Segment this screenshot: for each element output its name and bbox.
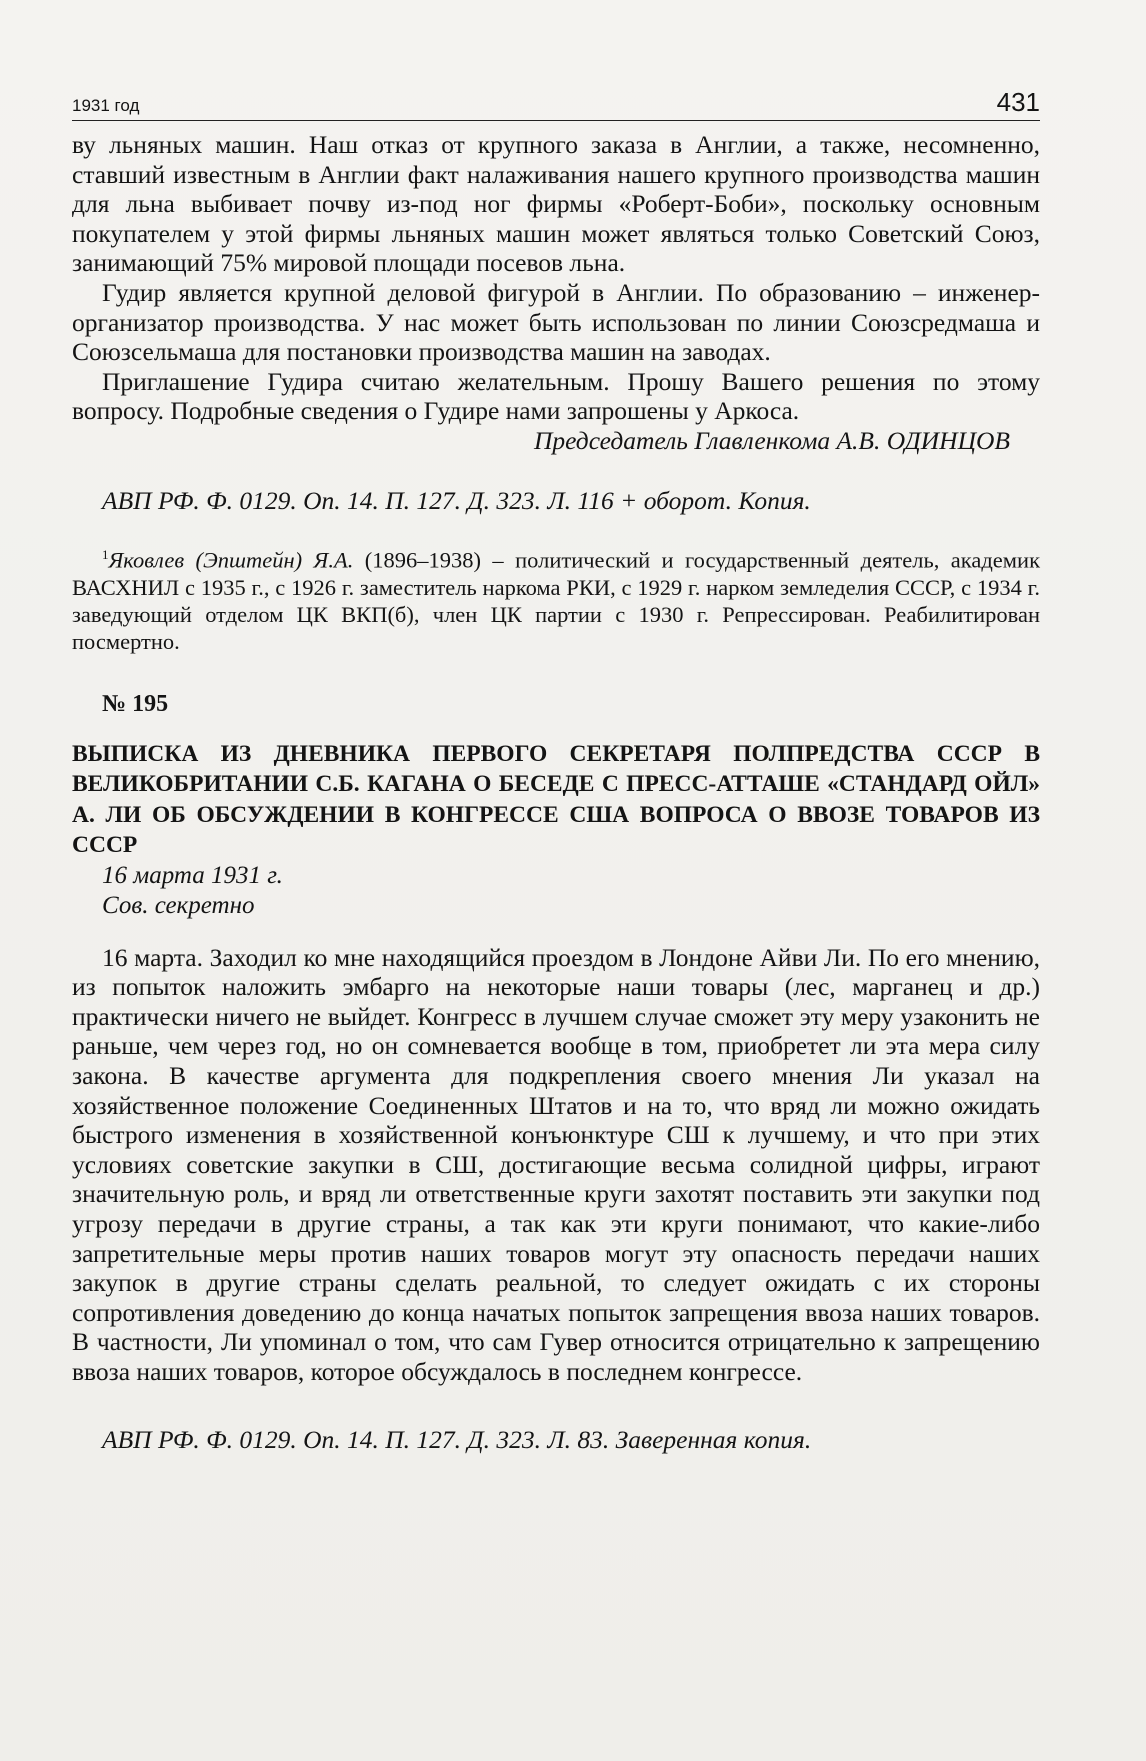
page-content — [72, 130, 1040, 1454]
document-title: ВЫПИСКА ИЗ ДНЕВНИКА ПЕРВОГО СЕКРЕТАРЯ ПОЛПРЕДСТВА СССР В ВЕЛИКОБРИТАНИИ С.Б. КАГАНА О БЕСЕДЕ С ПРЕСС-АТТАШЕ «СТАНДАРД ОЙЛ» А. ЛИ ОБ ОБСУЖДЕНИИ В КОНГРЕССЕ США ВОПРОСА О ВВОЗЕ ТОВАРОВ ИЗ СССР — [72, 740, 1040, 859]
running-head-year: 1931 год — [72, 96, 140, 115]
footnote — [72, 541, 1040, 655]
archive-reference-1: АВП РФ. Ф. 0129. Оп. 14. П. 127. Д. 323. Л. 116 + оборот. Копия. — [102, 485, 811, 515]
document-date: 16 марта 1931 г. — [102, 861, 283, 889]
footnote-person-name: Яковлев (Эпштейн) Я.А. — [108, 547, 354, 573]
archive-reference-2: АВП РФ. Ф. 0129. Оп. 14. П. 127. Д. 323. Л. 83. Заверенная копия. — [102, 1424, 812, 1454]
paragraph-goodyear: Гудир является крупной деловой фигурой в Англии. По образованию – инженер-организатор производства. У нас может быть использован по линии Союзсредмаша и Союзсельмаша для постановки производства машин на заводах. — [72, 277, 1040, 367]
paragraph-invitation: Приглашение Гудира считаю желательным. Прошу Вашего решения по этому вопросу. Подробные сведения о Гудире нами запрошены у Аркоса. — [72, 366, 1040, 426]
footnote-marker: 1 — [102, 547, 109, 563]
document-number: № 195 — [102, 690, 169, 717]
document-body-text: 16 марта. Заходил ко мне находящийся проездом в Лондоне Айви Ли. По его мнению, из попыток наложить эмбарго на некоторые наши товары (лес, марганец и др.) практически ничего не выйдет. Конгресс в лучшем случае сможет эту меру узаконить не раньше, чем через год, но он сомневается вообще в том, приобретет ли эта мера силу закона. В качестве аргумента для подкрепления своего мнения Ли указал на хозяйственное положение Соединенных Штатов и на то, что вряд ли можно ожидать быстрого изменения в хозяйственной конъюнктуре СШ к лучшему, и что при этих условиях советские закупки в СШ, достигающие весьма солидной цифры, играют значительную роль, и вряд ли ответственные круги захотят поставить эти закупки под угрозу передачи в другие страны, а так как эти круги понимают, что какие-либо запретительные меры против наших товаров могут эту опасность передачи наших закупок в другие страны сделать реальной, то следует ожидать с их стороны сопротивления доведению до конца начатых попыток запрещения ввоза наших товаров. В частности, Ли упоминал о том, что сам Гувер относится отрицательно к запрещению ввоза наших товаров, которое обсуждалось в последнем конгрессе. — [72, 942, 1040, 1386]
document-classification: Сов. секретно — [102, 891, 255, 919]
footnote-text: (1896–1938) – политический и государственный деятель, академик ВАСХНИЛ с 1935 г., с 1926 г. заместитель наркома РКИ, с 1929 г. нарком земледелия СССР, с 1934 г. заведующий отделом ЦК ВКП(б), член ЦК партии с 1930 г. Репрессирован. Реабилитирован посмертно. — [72, 547, 1040, 654]
running-head — [72, 84, 1040, 121]
document-body — [72, 943, 1040, 1387]
page-number: 431 — [996, 87, 1040, 117]
signature: Председатель Главленкома А.В. ОДИНЦОВ — [533, 425, 1010, 455]
paragraph-continuation: ву льняных машин. Наш отказ от крупного заказа в Англии, а также, несомненно, ставший известным в Англии факт налаживания нашего крупного производства машин для льна выбивает почву из-под ног фирмы «Роберт-Боби», поскольку основным покупателем у этой фирмы льняных машин может являться только Советский Союз, занимающий 75% мировой площади посевов льна. — [72, 130, 1040, 278]
